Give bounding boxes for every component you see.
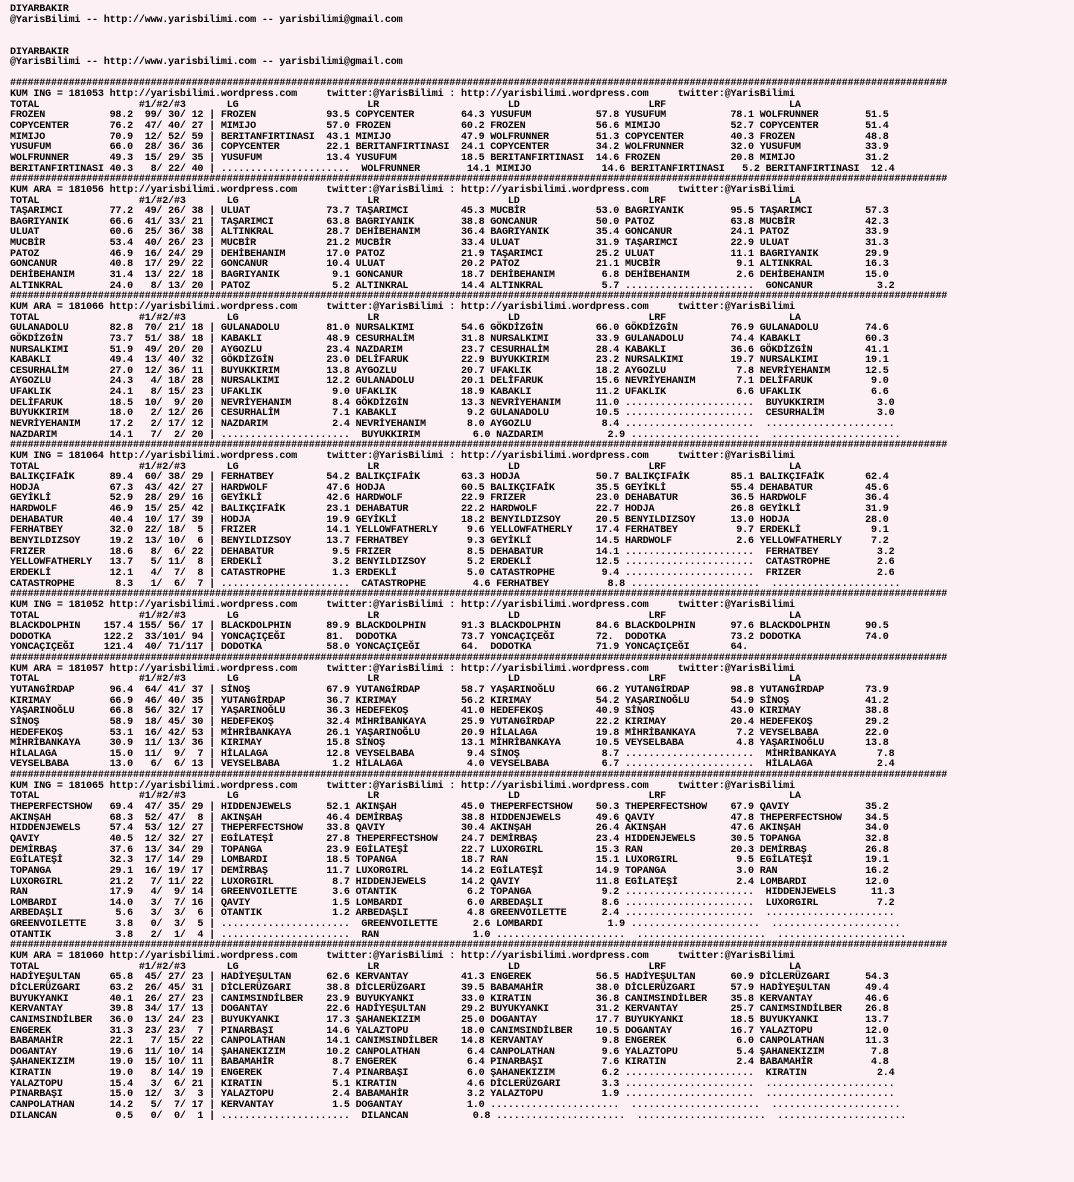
text-line: TOTAL #1/#2/#3 LG LR LD LRF LA [10,312,801,324]
text-line: KABAKLI 49.4 13/ 40/ 32 | GÖKDİZGİN 23.0 DELİFARUK 22.9 BUYUKKIRIM 23.2 NURSALKIMI 19.7 NURSALKIMI 19.1 [10,355,889,367]
text-line: GONCANUR 40.8 17/ 29/ 22 | GONCANUR 10.4 ULUAT 20.2 PATOZ 21.1 MUCBİR 9.1 ALTINKRAL 16.3 [10,259,889,271]
text-line: GREENVOILETTE 3.8 0/ 3/ 5 | ...................... GREENVOILETTE 2.6 LOMBARDI 1.9 ...................... ...................... [10,919,901,931]
text-line: BUYUKKIRIM 18.0 2/ 12/ 26 | CESURHALİM 7.1 KABAKLI 9.2 GULANADOLU 10.5 ...................... CESURHALİM 3.0 [10,408,895,420]
text-line: RAN 17.9 4/ 9/ 14 | GREENVOILETTE 3.6 OTANTIK 6.2 TOPANGA 9.2 ...................... HIDDENJEWELS 11.3 [10,887,895,899]
text-line: HİLALAGA 15.0 11/ 9/ 7 | HİLALAGA 12.8 VEYSELBABA 9.4 SİNOŞ 8.7 ...................... MİHRİBANKAYA 7.8 [10,748,895,760]
text-line: LUXORGIRL 21.2 7/ 11/ 22 | LUXORGIRL 8.7 HIDDENJEWELS 14.2 QAVIY 11.8 EGİLATEŞİ 2.4 LOMBARDI 12.0 [10,876,889,888]
text-line: DIYARBAKIR [10,4,69,15]
text-line: BERITANFIRTINASI 40.3 8/ 22/ 40 | ...................... WOLFRUNNER 14.1 MIMIJO 14.6 BERITANFIRTINASI 5.2 BERITANFIRTINASI 12.4 [10,163,895,175]
text-line: GULANADOLU 82.8 70/ 21/ 18 | GULANADOLU 81.0 NURSALKIMI 54.6 GÖKDİZGİN 66.0 GÖKDİZGİN 76.9 GULANADOLU 74.6 [10,323,889,335]
text-line: TOTAL #1/#2/#3 LG LR LD LRF LA [10,195,801,207]
text-line: DEMİRBAŞ 37.6 13/ 34/ 29 | TOPANGA 23.9 EGİLATEŞİ 22.7 LUXORGIRL 15.3 RAN 20.3 DEMİRBAŞ 26.8 [10,844,889,856]
text-line: HEDEFEKOŞ 53.1 16/ 42/ 53 | MİHRİBANKAYA 26.1 YAŞARINOĞLU 20.9 HİLALAGA 19.8 MİHRİBANKAYA 7.2 VEYSELBABA 22.0 [10,727,889,739]
text-line: OTANTIK 3.8 2/ 1/ 4 | ...................... RAN 1.0 ...................... ...................... ...................... [10,929,907,941]
text-line: @YarisBilimi -- http://www.yarisbilimi.com -- yarisbilimi@gmail.com [10,14,403,26]
text-line: PATOZ 46.9 16/ 24/ 29 | DEHİBEHANIM 17.0 PATOZ 21.9 TAŞARIMCI 25.2 ULUAT 11.1 BAGRIYANIK 29.9 [10,248,889,260]
text-line: GEYİKLİ 52.9 28/ 29/ 16 | GEYİKLİ 42.6 HARDWOLF 22.9 FRIZER 23.0 DEHABATUR 36.5 HARDWOLF 36.4 [10,493,889,505]
text-line: ŞAHANEKIZIM 19.0 15/ 10/ 11 | BABAMAHİR 8.7 ENGEREK 6.4 PINARBAŞI 7.6 KIRATIN 2.4 BABAMAHİR 4.8 [10,1057,889,1069]
text-line: DELİFARUK 18.5 10/ 9/ 20 | NEVRİYEHANIM 8.4 GÖKDİZGİN 13.3 NEVRİYEHANIM 11.0 ...................... BUYUKKIRIM 3.0 [10,397,895,409]
text-line: KUM ARA = 181060 http://yarisbilimi.wordpress.com twitter:@YarisBilimi : http://yarisbilimi.wordpress.com twitter:@YarisBilimi [10,951,795,963]
text-line: DIYARBAKIR [10,46,69,58]
text-line: KUM ARA = 181057 http://yarisbilimi.wordpress.com twitter:@YarisBilimi : http://yarisbilimi.wordpress.com twitter:@YarisBilimi [10,663,795,675]
text-line: TOTAL #1/#2/#3 LG LR LD LRF LA [10,674,801,686]
text-line: TOTAL #1/#2/#3 LG LR LD LRF LA [10,461,801,473]
text-line: KERVANTAY 39.8 34/ 17/ 13 | DOGANTAY 22.6 HADİYEŞULTAN 29.2 BUYUKYANKI 31.2 KERVANTAY 25.7 CANIMSINDİLBER 26.8 [10,1004,889,1016]
text-line: ################################################################################################################################################################ [10,770,948,782]
text-line: ENGEREK 31.3 23/ 23/ 7 | PINARBAŞI 14.6 YALAZTOPU 18.0 CANIMSINDİLBER 10.5 DOGANTAY 16.7 YALAZTOPU 12.0 [10,1025,889,1037]
text-line: KIRATIN 19.0 8/ 14/ 19 | ENGEREK 7.4 PINARBAŞI 6.0 ŞAHANEKIZIM 6.2 ...................... KIRATIN 2.4 [10,1068,895,1080]
text-line: UFAKLIK 24.1 8/ 15/ 23 | UFAKLIK 9.0 UFAKLIK 18.9 KABAKLI 11.2 UFAKLIK 6.6 UFAKLIK 6.6 [10,387,889,399]
text-line: GÖKDİZGİN 73.7 51/ 38/ 18 | KABAKLI 48.9 CESURHALİM 31.8 NURSALKIMI 33.9 GULANADOLU 74.4 KABAKLI 60.3 [10,333,889,345]
text-line: HARDWOLF 46.9 15/ 25/ 42 | BALIKÇIFAİK 23.1 DEHABATUR 22.2 HARDWOLF 22.7 HODJA 26.8 GEYİKLİ 31.9 [10,504,889,516]
text-line: TOTAL #1/#2/#3 LG LR LD LRF LA [10,791,801,803]
text-line: PINARBAŞI 15.0 12/ 3/ 3 | YALAZTOPU 2.4 BABAMAHİR 3.2 YALAZTOPU 1.9 ...................... ...................... [10,1089,895,1101]
text-line: KUM ARA = 181056 http://yarisbilimi.wordpress.com twitter:@YarisBilimi : http://yarisbilimi.wordpress.com twitter:@YarisBilimi [10,184,795,196]
text-line: ERDEKLİ 12.1 4/ 7/ 8 | CATASTROPHE 1.3 ERDEKLİ 5.0 CATASTROPHE 9.4 ...................... FRIZER 2.6 [10,567,895,579]
text-line: SİNOŞ 58.9 18/ 45/ 30 | HEDEFEKOŞ 32.4 MİHRİBANKAYA 25.9 YUTANGİRDAP 22.2 KIRIMAY 20.4 HEDEFEKOŞ 29.2 [10,716,889,728]
text-line: BENYILDIZSOY 19.2 13/ 10/ 6 | BENYILDIZSOY 13.7 FERHATBEY 9.3 GEYİKLİ 14.5 HARDWOLF 2.6 YELLOWFATHERLY 7.2 [10,536,889,548]
text-line [10,37,1074,48]
text-line: KIRIMAY 66.9 46/ 40/ 35 | YUTANGİRDAP 36.7 KIRIMAY 56.2 KIRIMAY 54.2 YAŞARINOĞLU 54.9 SİNOŞ 41.2 [10,695,889,707]
text-line: NEVRİYEHANIM 17.2 2/ 17/ 12 | NAZDARIM 2.4 NEVRİYEHANIM 8.0 AYGOZLU 8.4 ...................... ...................... [10,418,895,430]
text-line: QAVIY 40.5 12/ 32/ 27 | EGİLATEŞİ 27.8 THEPERFECTSHOW 24.7 DEMİRBAŞ 23.4 HIDDENJEWELS 30.5 TOPANGA 32.8 [10,833,889,845]
text-line: DOGANTAY 19.6 11/ 10/ 14 | ŞAHANEKIZIM 10.2 CANPOLATHAN 6.4 CANPOLATHAN 9.6 YALAZTOPU 5.4 ŞAHANEKIZIM 7.8 [10,1046,889,1058]
text-line: ARBEDAŞLI 5.6 3/ 3/ 6 | OTANTIK 1.2 ARBEDAŞLI 4.8 GREENVOILETTE 2.4 ...................... ...................... [10,908,895,920]
text-line: ################################################################################################################################################################ [10,589,948,601]
text-line: KUM ING = 181052 http://yarisbilimi.wordpress.com twitter:@YarisBilimi : http://yarisbilimi.wordpress.com twitter:@YarisBilimi [10,599,795,611]
text-line [10,26,1074,37]
text-line: TOPANGA 29.1 16/ 19/ 17 | DEMİRBAŞ 11.7 LUXORGIRL 14.2 EGİLATEŞİ 14.9 TOPANGA 3.0 RAN 16.2 [10,865,889,877]
text-line: BUYUKYANKI 40.1 26/ 27/ 23 | CANIMSINDİLBER 23.9 BUYUKYANKI 33.0 KIRATIN 36.8 CANIMSINDİLBER 35.8 KERVANTAY 46.6 [10,993,889,1005]
text-line: YELLOWFATHERLY 13.7 5/ 11/ 8 | ERDEKLİ 3.2 BENYILDIZSOY 5.2 ERDEKLİ 12.5 ...................... CATASTROPHE 2.6 [10,557,895,569]
text-line: FERHATBEY 32.0 22/ 18/ 5 | FRIZER 14.1 YELLOWFATHERLY 9.6 YELLOWFATHERLY 17.4 FERHATBEY 9.7 ERDEKLİ 9.1 [10,525,889,537]
text-line: EGİLATEŞİ 32.3 17/ 14/ 29 | LOMBARDI 18.5 TOPANGA 18.7 RAN 15.1 LUXORGIRL 9.5 EGİLATEŞİ 19.1 [10,855,889,867]
text-line: HODJA 67.3 43/ 42/ 27 | HARDWOLF 47.6 HODJA 60.5 BALIKÇIFAİK 35.5 GEYİKLİ 55.4 DEHABATUR 45.6 [10,482,889,494]
text-line: FRIZER 18.6 8/ 6/ 22 | DEHABATUR 9.5 FRIZER 8.5 DEHABATUR 14.1 ...................... FERHATBEY 3.2 [10,546,895,558]
text-line: HIDDENJEWELS 57.4 53/ 12/ 27 | THEPERFECTSHOW 33.8 QAVIY 30.4 AKINŞAH 26.4 AKINŞAH 47.6 AKINŞAH 34.0 [10,823,889,835]
text-line: ULUAT 60.6 25/ 36/ 38 | ALTINKRAL 28.7 DEHİBEHANIM 36.4 BAGRIYANIK 35.4 GONCANUR 24.1 PATOZ 33.9 [10,227,889,239]
text-line: WOLFRUNNER 49.3 15/ 29/ 35 | YUSUFUM 13.4 YUSUFUM 18.5 BERITANFIRTINASI 14.6 FROZEN 20.8 MIMIJO 31.2 [10,152,889,164]
text-line: CESURHALİM 27.0 12/ 36/ 11 | BUYUKKIRIM 13.8 AYGOZLU 20.7 UFAKLIK 18.2 AYGOZLU 7.8 NEVRİYEHANIM 12.5 [10,365,889,377]
text-line: HADİYEŞULTAN 65.8 45/ 27/ 23 | HADİYEŞULTAN 62.6 KERVANTAY 41.3 ENGEREK 56.5 HADİYEŞULTAN 60.9 DİCLERÜZGARI 54.3 [10,972,889,984]
text-line: YUSUFUM 66.0 28/ 36/ 36 | COPYCENTER 22.1 BERITANFIRTINASI 24.1 COPYCENTER 34.2 WOLFRUNNER 32.0 YUSUFUM 33.9 [10,142,889,154]
text-line: AKINŞAH 68.3 52/ 47/ 8 | AKINŞAH 46.4 DEMİRBAŞ 38.8 HIDDENJEWELS 49.6 QAVIY 47.8 THEPERFECTSHOW 34.5 [10,812,889,824]
text-line: KUM ARA = 181066 http://yarisbilimi.wordpress.com twitter:@YarisBilimi : http://yarisbilimi.wordpress.com twitter:@YarisBilimi [10,301,795,313]
text-line: ALTINKRAL 24.0 8/ 13/ 20 | PATOZ 5.2 ALTINKRAL 14.4 ALTINKRAL 5.7 ...................... GONCANUR 3.2 [10,280,895,292]
text-line: KUM ING = 181064 http://yarisbilimi.wordpress.com twitter:@YarisBilimi : http://yarisbilimi.wordpress.com twitter:@YarisBilimi [10,450,795,462]
text-line: LOMBARDI 14.0 3/ 7/ 16 | QAVIY 1.5 LOMBARDI 6.0 ARBEDAŞLI 8.6 ...................... LUXORGIRL 7.2 [10,897,895,909]
text-line: NURSALKIMI 51.9 49/ 20/ 20 | AYGOZLU 23.4 NAZDARIM 23.7 CESURHALİM 28.4 KABAKLI 36.6 GÖKDİZGİN 41.1 [10,344,889,356]
text-line: BABAMAHİR 22.1 7/ 15/ 22 | CANPOLATHAN 14.1 CANIMSINDİLBER 14.8 KERVANTAY 9.8 ENGEREK 6.0 CANPOLATHAN 11.3 [10,1036,889,1048]
text-line: AYGOZLU 24.3 4/ 18/ 28 | NURSALKIMI 12.2 GULANADOLU 20.1 DELİFARUK 15.6 NEVRİYEHANIM 7.1 DELİFARUK 9.0 [10,376,889,388]
text-line: BLACKDOLPHIN 157.4 155/ 56/ 17 | BLACKDOLPHIN 89.9 BLACKDOLPHIN 91.3 BLACKDOLPHIN 84.6 BLACKDOLPHIN 97.6 BLACKDOLPHIN 90.5 [10,621,889,633]
text-line: COPYCENTER 76.2 47/ 40/ 27 | MIMIJO 57.0 FROZEN 60.2 FROZEN 56.6 MIMIJO 52.7 COPYCENTER 51.4 [10,121,889,133]
text-line: YAŞARINOĞLU 66.8 56/ 32/ 17 | YAŞARINOĞLU 36.3 HEDEFEKOŞ 41.0 HEDEFEKOŞ 40.9 SİNOŞ 43.0 KIRIMAY 38.8 [10,706,889,718]
text-line: YUTANGİRDAP 96.4 64/ 41/ 37 | SİNOŞ 67.9 YUTANGİRDAP 58.7 YAŞARINOĞLU 66.2 YUTANGİRDAP 98.8 YUTANGİRDAP 73.9 [10,685,889,696]
text-line: CANPOLATHAN 14.2 5/ 7/ 17 | KERVANTAY 1.5 DOGANTAY 1.0 ...................... ...................... ...................... [10,1099,901,1111]
text-line: ################################################################################################################################################################ [10,78,948,90]
text-line: DODOTKA 122.2 33/101/ 94 | YONCAÇIÇEĞI 81. DODOTKA 73.7 YONCAÇIÇEĞI 72. DODOTKA 73.2 DODOTKA 74.0 [10,631,889,643]
text-line: CANIMSINDİLBER 36.0 13/ 24/ 23 | BUYUKYANKI 17.3 ŞAHANEKIZIM 25.0 DOGANTAY 17.7 BUYUKYANKI 18.5 BUYUKYANKI 13.7 [10,1014,889,1026]
text-line: BAGRIYANIK 66.6 41/ 33/ 21 | TAŞARIMCI 63.8 BAGRIYANIK 38.8 GONCANUR 50.0 PATOZ 63.8 MUCBİR 42.3 [10,216,889,228]
text-line: ################################################################################################################################################################ [10,653,948,665]
text-line: TAŞARIMCI 77.2 49/ 26/ 38 | ULUAT 73.7 TAŞARIMCI 45.3 MUCBİR 53.0 BAGRIYANIK 95.5 TAŞARIMCI 57.3 [10,206,889,218]
text-line: DILANCAN 0.5 0/ 0/ 1 | ...................... DILANCAN 0.8 ...................... ...................... ...................... [10,1110,907,1122]
text-line: MUCBİR 53.4 40/ 26/ 23 | MUCBİR 21.2 MUCBİR 33.4 ULUAT 31.9 TAŞARIMCI 22.9 ULUAT 31.3 [10,238,889,250]
text-line: YONCAÇIÇEĞI 121.4 40/ 71/117 | DODOTKA 58.0 YONCAÇIÇEĞI 64. DODOTKA 71.9 YONCAÇIÇEĞI 64. [10,642,749,654]
text-line: VEYSELBABA 13.0 6/ 6/ 13 | VEYSELBABA 1.2 HİLALAGA 4.0 VEYSELBABA 6.7 ...................... HİLALAGA 2.4 [10,759,895,771]
text-line: TOTAL #1/#2/#3 LG LR LD LRF LA [10,610,801,622]
text-line: DEHABATUR 40.4 10/ 17/ 39 | HODJA 19.9 GEYİKLİ 18.2 BENYILDIZSOY 20.5 BENYILDIZSOY 13.0 HODJA 28.0 [10,514,889,526]
text-line: YALAZTOPU 15.4 3/ 6/ 21 | KIRATIN 5.1 KIRATIN 4.6 DİCLERÜZGARI 3.3 ...................... ...................... [10,1078,895,1090]
text-line: TOTAL #1/#2/#3 LG LR LD LRF LA [10,961,801,973]
text-line: NAZDARIM 14.1 7/ 2/ 20 | ...................... BUYUKKIRIM 6.0 NAZDARIM 2.9 ...................... ...................... [10,429,901,441]
text-line: BALIKÇIFAİK 89.4 60/ 38/ 29 | FERHATBEY 54.2 BALIKÇIFAİK 63.3 HODJA 50.7 BALIKÇIFAİK 85.1 BALIKÇIFAİK 62.4 [10,472,889,484]
text-line: ################################################################################################################################################################ [10,440,948,452]
text-line: THEPERFECTSHOW 69.4 47/ 35/ 29 | HIDDENJEWELS 52.1 AKINŞAH 45.0 THEPERFECTSHOW 50.3 THEPERFECTSHOW 67.9 QAVIY 35.2 [10,802,889,814]
text-line: TOTAL #1/#2/#3 LG LR LD LRF LA [10,99,801,111]
text-line: @YarisBilimi -- http://www.yarisbilimi.com -- yarisbilimi@gmail.com [10,57,403,69]
text-line: MIMIJO 70.9 12/ 52/ 59 | BERITANFIRTINASI 43.1 MIMIJO 47.9 WOLFRUNNER 51.3 COPYCENTER 40.3 FROZEN 48.8 [10,131,889,143]
text-line: CATASTROPHE 8.3 1/ 6/ 7 | ...................... CATASTROPHE 4.6 FERHATBEY 8.8 ...................... ...................... [10,578,901,590]
text-line: FROZEN 98.2 99/ 30/ 12 | FROZEN 93.5 COPYCENTER 64.3 YUSUFUM 57.8 YUSUFUM 78.1 WOLFRUNNER 51.5 [10,110,889,122]
text-line: KUM ING = 181053 http://yarisbilimi.wordpress.com twitter:@YarisBilimi : http://yarisbilimi.wordpress.com twitter:@YarisBilimi [10,89,795,101]
text-line: KUM ING = 181065 http://yarisbilimi.wordpress.com twitter:@YarisBilimi : http://yarisbilimi.wordpress.com twitter:@YarisBilimi [10,780,795,792]
text-line: ################################################################################################################################################################ [10,291,948,303]
text-line: DEHİBEHANIM 31.4 13/ 22/ 18 | BAGRIYANIK 9.1 GONCANUR 18.7 DEHİBEHANIM 6.8 DEHİBEHANIM 2.6 DEHİBEHANIM 15.0 [10,270,889,282]
text-line: MİHRİBANKAYA 30.9 11/ 13/ 36 | KIRIMAY 15.8 SİNOŞ 13.1 MİHRİBANKAYA 10.5 VEYSELBABA 4.8 YAŞARINOĞLU 13.8 [10,738,889,750]
text-line: DİCLERÜZGARI 63.2 26/ 45/ 31 | DİCLERÜZGARI 38.8 DİCLERÜZGARI 39.5 BABAMAHİR 38.0 DİCLERÜZGARI 57.9 HADİYEŞULTAN 49.4 [10,982,889,994]
text-line: ################################################################################################################################################################ [10,940,948,952]
text-line: ################################################################################################################################################################ [10,174,948,186]
